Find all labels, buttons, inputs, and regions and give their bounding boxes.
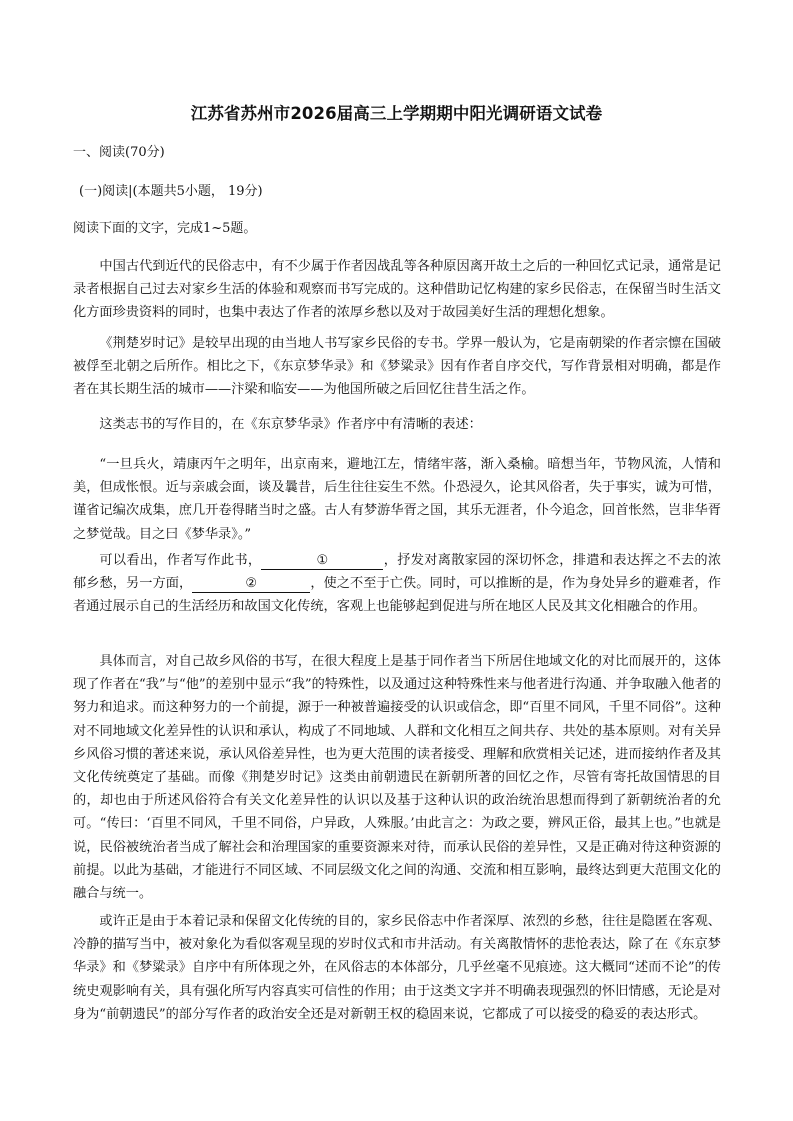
blank-2[interactable]: ② [192, 576, 310, 593]
paragraph-3: 这类志书的写作目的，在《东京梦华录》作者序中有清晰的表述： [99, 417, 482, 432]
paragraph-6: 或许正是由于本着记录和保留文化传统的目的，家乡民俗志中作者深厚、浓烈的乡愁，往往是隐匿在客观、冷静的描写当中，被对象化为看似客观呈现的岁时仪式和市井活动。有关离散情怀的悲怆表达，除了在《东京梦华录》和《梦粱录》自序中有所体现之外，在风俗志的本体部分，几乎丝毫不见痕迹。这大概同“述而不论”的传统史观影响有关，具有强化所写内容真实可信性的作用；由于这类文字并不明确表现强烈的怀旧情感，无论是对身为“前朝遗民”的部分写作者的政治安全还是对新朝王权的稳固来说，它都成了可以接受的稳妥的表达形式。 [73, 914, 721, 1022]
paragraph-5: 具体而言，对自己故乡风俗的书写，在很大程度上是基于同作者当下所居住地域文化的对比而展开的，这体现了作者在“我”与“他”的差别中显示“我”的特殊性，以及通过这种特殊性来与他者进行沟通、并争取融入他者的努力和追求。而这种努力的一个前提，源于一种被普遍接受的认识或信念，即“百里不同风，千里不同俗”。这种对不同地域文化差异性的认识和承认，构成了不同地域、人群和文化相互之间共存、共处的基本原则。对有关异乡风俗习惯的著述来说，承认风俗差异性，也为更大范围的读者接受、理解和欣赏相关记述，进而接纳作者及其文化传统奠定了基础。而像《荆楚岁时记》这类由前朝遗民在新朝所著的回忆之作，尽管有寄托故国情思的目的，却也由于所述风俗符合有关文化差异性的认识以及基于这种认识的政治统治思想而得到了新朝统治者的允可。“传曰：‘百里不同风，千里不同俗，户异政，人殊服。’由此言之：为政之要，辨风正俗，最其上也。”也就是说，民俗被统治者当成了解社会和治理国家的重要资源来对待，而承认民俗的差异性，又是正确对待这种资源的前提。以此为基础，才能进行不同区域、不同层级文化之间的沟通、交流和相互影响，最终达到更大范围文化的融合与统一。 [73, 654, 721, 902]
instruction-text: 阅读下面的文字，完成1~5题。 [73, 221, 257, 236]
fill-text-part-1: 可以看出，作者写作此书， [99, 553, 262, 568]
quote-paragraph: “一旦兵火，靖康丙午之明年，出京南来，避地江左，情绪牢落，渐入桑榆。暗想当年，节物风流，人情和美，但成怅恨。近与亲戚会面，谈及曩昔，后生往往妄生不然。仆恐浸久，论其风俗者，失于事实，诚为可惜，谨省记编次成集，庶几开卷得睹当时之盛。古人有梦游华胥之国，其乐无涯者，仆今追念，回首怅然，岂非华胥之梦觉哉。目之曰《梦华录》。” [73, 457, 721, 542]
paragraph-2: 《荆楚岁时记》是较早出现的由当地人书写家乡民俗的专书。学界一般认为，它是南朝梁的作者宗懔在国破被俘至北朝之后所作。相比之下，《东京梦华录》和《梦粱录》因有作者自序交代，写作背景相对明确，都是作者在其长期生活的城市——汴梁和临安——为他国所破之后回忆往昔生活之作。 [73, 336, 721, 398]
blank-1[interactable]: ① [261, 553, 383, 570]
section-heading: 一、阅读(70分) [73, 145, 165, 160]
document-title: 江苏省苏州市2026届高三上学期期中阳光调研语文试卷 [190, 104, 603, 123]
fill-in-paragraph [73, 549, 721, 619]
fill-text-part-2: ，抒发对离散家园的深切怀念，排遣和表达挥之不去的浓郁乡愁，另一方面， [73, 553, 722, 592]
paragraph-1: 中国古代到近代的民俗志中，有不少属于作者因战乱等各种原因离开故土之后的一种回忆式记录，通常是记录者根据自己过去对家乡生活的体验和观察而书写完成的。这种借助记忆构建的家乡民俗志，在保留当时生活文化方面珍贵资料的同时，也集中表达了作者的浓厚乡愁以及对于故园美好生活的理想化想象。 [73, 259, 721, 321]
fill-text-part-3: ，使之不至于亡佚。同时，可以推断的是，作为身处异乡的避难者，作者通过展示自己的生活经历和故国文化传统，客观上也能够起到促进与所在地区人民及其文化相融合的作用。 [73, 576, 721, 615]
subsection-heading: (一)阅读|(本题共5小题， 19分) [79, 184, 263, 199]
